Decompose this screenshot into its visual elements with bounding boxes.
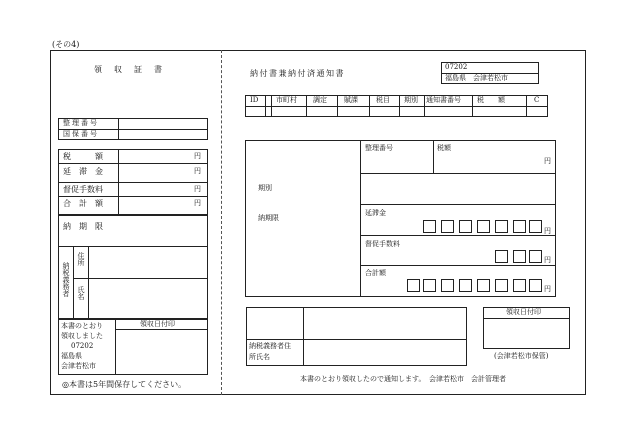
receipt-entaikin-yen: 円 bbox=[194, 167, 201, 175]
notice-footer: 本書のとおり領収したので通知します。 会津若松市 会計管理者 bbox=[300, 375, 506, 383]
notice-zeigaku-yen: 円 bbox=[544, 157, 551, 165]
notice-org-line: 福島県 会津若松市 bbox=[445, 74, 508, 82]
receipt-zeigaku-label: 税 額 bbox=[63, 152, 103, 161]
entaikin-digit-cell[interactable] bbox=[441, 220, 454, 233]
notice-taxpayer-label-line2: 所氏名 bbox=[249, 353, 270, 361]
perforation-line bbox=[221, 50, 222, 395]
col-zeigaku: 税 額 bbox=[477, 96, 505, 104]
entaikin-digit-cell[interactable] bbox=[423, 220, 436, 233]
notice-postal-code: 07202 bbox=[445, 63, 468, 71]
receipt-tokusoku-yen: 円 bbox=[194, 185, 201, 193]
receipt-note-line1: 本書のとおり bbox=[61, 322, 103, 330]
receipt-postal-code: 07202 bbox=[71, 342, 94, 350]
gokei-digit-cell[interactable] bbox=[423, 279, 436, 292]
receipt-stamp-label: 領収日付印 bbox=[140, 320, 175, 328]
gokei-digit-cell[interactable] bbox=[529, 279, 542, 292]
receipt-city: 会津若松市 bbox=[61, 362, 96, 370]
notice-entaikin-yen: 円 bbox=[544, 227, 551, 235]
receipt-seiri-bango-label: 整理番号 bbox=[63, 119, 99, 127]
notice-stamp-keeper: (会津若松市保管) bbox=[494, 352, 549, 360]
notice-taxpayer-label-line1: 納税義務者住 bbox=[249, 342, 291, 350]
entaikin-digit-cell[interactable] bbox=[459, 220, 472, 233]
tokusoku-digit-cell[interactable] bbox=[513, 250, 526, 263]
notice-entaikin-label: 延滞金 bbox=[365, 209, 386, 217]
receipt-note-line2: 領収しました bbox=[61, 332, 103, 340]
entaikin-digit-cell[interactable] bbox=[495, 220, 508, 233]
receipt-tokusoku-label: 督促手数料 bbox=[63, 185, 103, 194]
gokei-digit-cell[interactable] bbox=[459, 279, 472, 292]
notice-noukigen-label: 納期限 bbox=[258, 214, 279, 222]
receipt-entaikin-label: 延 滞 金 bbox=[63, 167, 103, 176]
notice-gokei-yen: 円 bbox=[544, 285, 551, 293]
col-c: C bbox=[534, 96, 540, 104]
col-kibetsu: 期別 bbox=[404, 96, 418, 104]
receipt-name-label: 氏名 bbox=[77, 286, 85, 300]
notice-seiri-bango-label: 整理番号 bbox=[365, 144, 393, 152]
notice-stamp-label: 領収日付印 bbox=[506, 308, 541, 316]
gokei-digit-cell[interactable] bbox=[407, 279, 420, 292]
receipt-title: 領 収 証 書 bbox=[94, 65, 164, 74]
receipt-kokuho-bango-label: 国保番号 bbox=[63, 130, 99, 138]
gokei-digit-cell[interactable] bbox=[477, 279, 490, 292]
gokei-digit-cell[interactable] bbox=[513, 279, 526, 292]
col-zeimoku: 税目 bbox=[376, 96, 390, 104]
notice-kibetsu-label: 期別 bbox=[258, 184, 272, 192]
notice-tokusoku-label: 督促手数料 bbox=[365, 240, 400, 248]
notice-title: 納付書兼納付済通知書 bbox=[250, 69, 345, 78]
receipt-gokei-label: 合 計 額 bbox=[63, 199, 103, 208]
entaikin-digit-cell[interactable] bbox=[513, 220, 526, 233]
receipt-nokigen-label: 納 期 限 bbox=[63, 222, 103, 231]
receipt-zeigaku-yen: 円 bbox=[194, 152, 201, 160]
receipt-retention-note: ◎本書は5年間保存してください。 bbox=[62, 380, 187, 389]
tokusoku-digit-cell[interactable] bbox=[529, 250, 542, 263]
entaikin-digit-cell[interactable] bbox=[477, 220, 490, 233]
col-chotei: 調定 bbox=[313, 96, 327, 104]
notice-main-grid bbox=[245, 140, 556, 297]
notice-zeigaku-label: 税額 bbox=[437, 144, 451, 152]
form-number: (その4) bbox=[52, 40, 80, 49]
gokei-digit-cell[interactable] bbox=[441, 279, 454, 292]
entaikin-digit-cell[interactable] bbox=[529, 220, 542, 233]
notice-taxpayer-box bbox=[246, 307, 467, 366]
col-tsuchisho-bango: 通知書番号 bbox=[426, 96, 461, 104]
receipt-gokei-yen: 円 bbox=[194, 199, 201, 207]
notice-gokei-label: 合計額 bbox=[365, 269, 386, 277]
col-shichoson: 市町村 bbox=[276, 96, 297, 104]
col-fuka: 賦課 bbox=[344, 96, 358, 104]
receipt-address-label: 住所 bbox=[77, 252, 85, 266]
receipt-prefecture: 福島県 bbox=[61, 352, 82, 360]
col-id: ID bbox=[250, 96, 259, 104]
gokei-digit-cell[interactable] bbox=[495, 279, 508, 292]
receipt-taxpayer-label: 納税義務者 bbox=[62, 262, 70, 297]
notice-tokusoku-yen: 円 bbox=[544, 256, 551, 264]
tokusoku-digit-cell[interactable] bbox=[495, 250, 508, 263]
